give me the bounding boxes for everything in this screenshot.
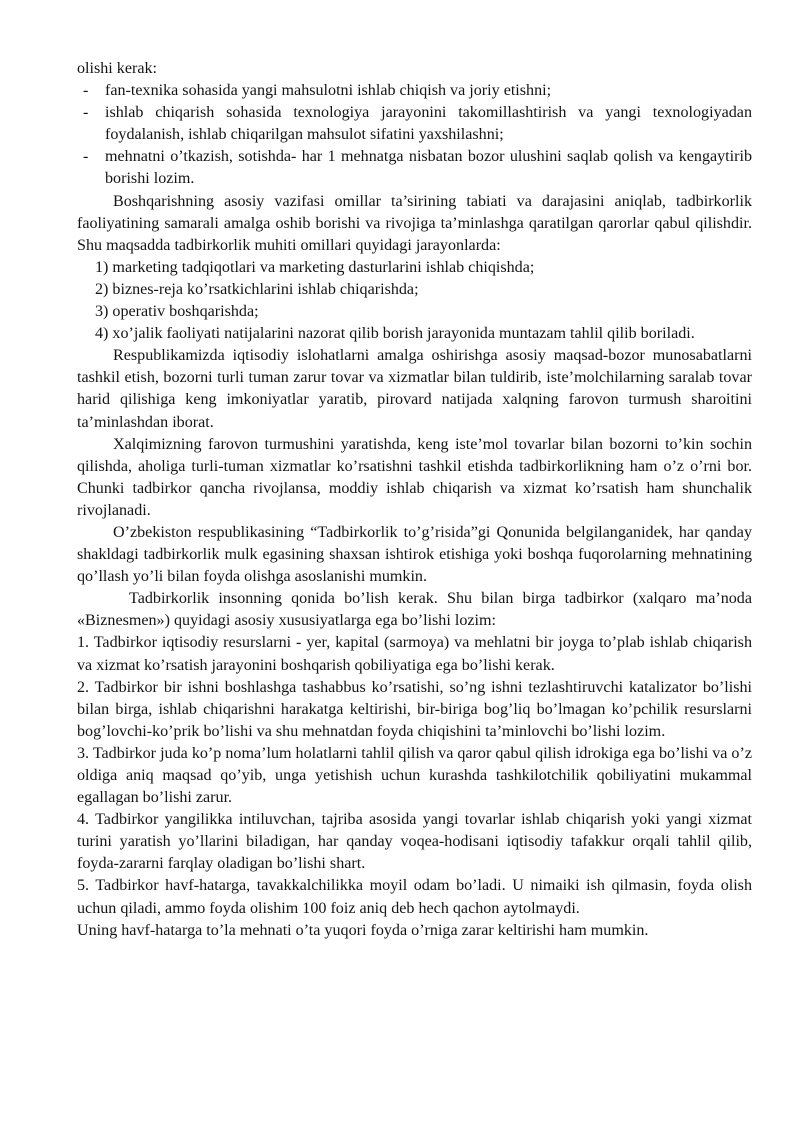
numbered-item: 2) biznes-reja ko’rsatkichlarini ishlab chiqarishda;: [95, 280, 419, 298]
dash-list-item: [77, 80, 752, 102]
trait-item: 4. Tadbirkor yangilikka intiluvchan, tajriba asosida yangi tovarlar ishlab chiqarish yoki yangi xizmat turini yaratish yo’llarini biladigan, har qanday voqea-hodisani iqtisodiy tafakkur orqali tahlil qilib, foyda-zararni farqlay oladigan bo’lishi shart.: [77, 811, 752, 873]
paragraph-management: Boshqarishning asosiy vazifasi omillar ta’sirining tabiati va darajasini aniqlab, tadbirkorlik faoliyatining samarali amalga oshib borishi va rivojiga ta’minlashga qaratilgan qarorlar qabul qilishdir. Shu maqsadda tadbirkorlik muhiti omillari quyidagi jarayonlarda:: [77, 192, 752, 254]
numbered-item: 4) xo’jalik faoliyati natijalarini nazorat qilib borish jarayonida muntazam tahlil qilib boriladi.: [95, 325, 695, 343]
paragraph-entrepreneur-traits: Tadbirkorlik insonning qonida bo’lish kerak. Shu bilan birga tadbirkor (xalqaro ma’noda «Biznesmen») quyidagi asosiy xususiyatlarga ega bo’lishi lozim:: [77, 590, 752, 630]
dash-item-text: ishlab chiqarish sohasida texnologiya jarayonini takomillashtirish va yangi texnologiyadan foydalanish, ishlab chiqarilgan mahsulot sifatini yaxshilashni;: [105, 104, 752, 144]
trait-item: 5. Tadbirkor havf-hatarga, tavakkalchilikka moyil odam bo’ladi. U nimaiki ish qilmasin, foyda olish uchun qiladi, ammo foyda olishim 100 foiz aniq deb hech qachon aytolmaydi.: [77, 877, 752, 917]
trait-item: 2. Tadbirkor bir ishni boshlashga tashabbus ko’rsatishi, so’ng ishni tezlashtiruvchi katalizator bo’lishi bilan birga, ishlab chiqarishni harakatga keltirishi, bir-biriga bog’liq bo’lmagan ko’pchilik resurslarni bog’lovchi-ko’prik bo’lishi va shu mehnatdan foyda chiqishini ta’minlovchi bo’lishi lozim.: [77, 678, 752, 740]
paragraph-law: O’zbekiston respublikasining “Tadbirkorlik to’g’risida”gi Qonunida belgilanganidek, har qanday shakldagi tadbirkorlik mulk egasining shaxsan ishtirok etishiga yoki boshqa fuqorolarning mehnatining qo’llash yo’li bilan foyda olishga asoslanishi mumkin.: [77, 523, 752, 586]
dash-list-item: [77, 146, 752, 190]
dash-marker: -: [83, 104, 89, 122]
dash-list-item: [77, 102, 752, 146]
dash-item-text: mehnatni o’tkazish, sotishda- har 1 mehnatga nisbatan bozor ulushini saqlab qolish va kengaytirib borishi lozim.: [105, 148, 752, 188]
numbered-item: 1) marketing tadqiqotlari va marketing dasturlarini ishlab chiqishda;: [95, 258, 535, 276]
paragraph-intro: olishi kerak:: [77, 60, 158, 77]
paragraph-welfare: Xalqimizning farovon turmushini yaratishda, keng iste’mol tovarlar bilan bozorni to’kin sochin qilishda, aholiga turli-tuman xizmatlar ko’rsatishni tashkil etishda tadbirkorlikning ham o’z o’rni bor. Chunki tadbirkor qancha rivojlansa, moddiy ishlab chiqarish va xizmat ko’rsatish ham shunchalik rivojlanadi.: [77, 435, 752, 519]
paragraph-closing: Uning havf-hatarga to’la mehnati o’ta yuqori foyda o’rniga zarar keltirishi ham mumkin.: [77, 921, 649, 939]
dash-marker: -: [83, 148, 89, 166]
dash-item-text: fan-texnika sohasida yangi mahsulotni ishlab chiqish va joriy etishni;: [105, 82, 552, 100]
trait-item: 3. Tadbirkor juda ko’p noma’lum holatlarni tahlil qilish va qaror qabul qilish idrokiga ega bo’lishi va o’z oldiga aniq maqsad qo’yib, unga yetishish uchun kurashda tashkilotchilik qobiliyatini mukammal egallagan bo’lishi zarur.: [77, 744, 752, 807]
paragraph-reforms: Respublikamizda iqtisodiy islohatlarni amalga oshirishga asosiy maqsad-bozor munosabatlarni tashkil etish, bozorni turli tuman zarur tovar va xizmatlar bilan tuldirib, iste’molchilarning saralab tovar harid qilishiga keng imkoniyatlar yaratib, pirovard natijada xalqning farovon turmush sharoitini ta’minlashdan iborat.: [77, 347, 752, 431]
numbered-item: 3) operativ boshqarishda;: [95, 303, 259, 321]
dash-marker: -: [83, 82, 89, 100]
trait-item: 1. Tadbirkor iqtisodiy resurslarni - yer, kapital (sarmoya) va mehlatni bir joyga to’plab ishlab chiqarish va xizmat ko’rsatish jarayonini boshqarish qobiliyatiga ega bo’lishi kerak.: [77, 634, 752, 674]
